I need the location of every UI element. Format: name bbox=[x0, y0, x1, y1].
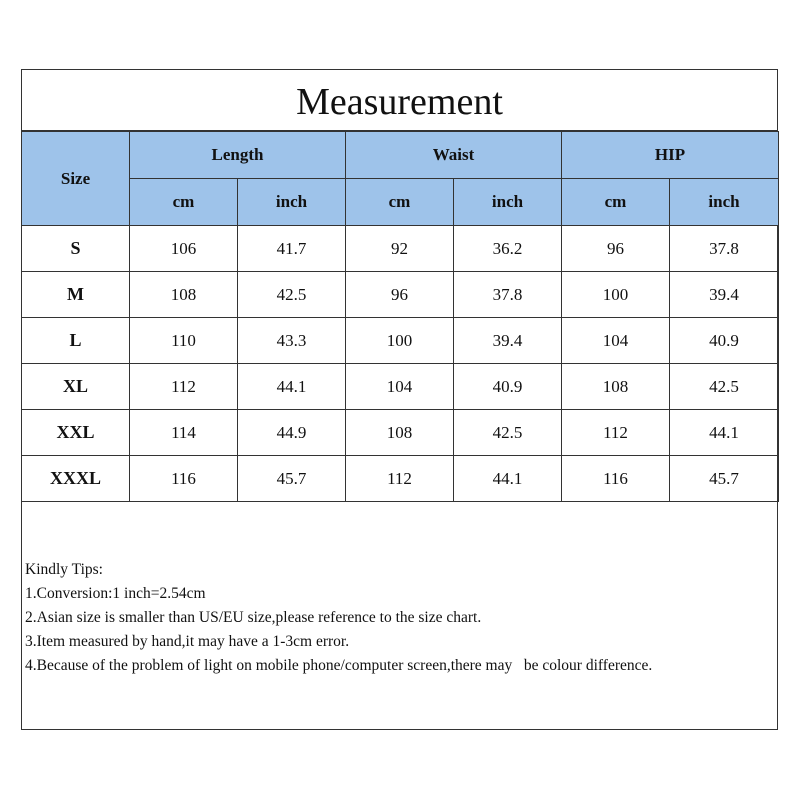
table-cell: 96 bbox=[346, 272, 454, 318]
table-cell: 37.8 bbox=[670, 226, 779, 272]
table-cell: 44.1 bbox=[238, 364, 346, 410]
table-cell: 112 bbox=[346, 456, 454, 502]
table-cell: 96 bbox=[562, 226, 670, 272]
unit-header: cm bbox=[562, 179, 670, 226]
header-size: Size bbox=[22, 132, 130, 226]
unit-header: inch bbox=[454, 179, 562, 226]
size-label: XL bbox=[22, 364, 130, 410]
size-label: XXXL bbox=[22, 456, 130, 502]
table-cell: 44.9 bbox=[238, 410, 346, 456]
table-cell: 44.1 bbox=[670, 410, 779, 456]
table-row bbox=[22, 226, 779, 272]
header-hip: HIP bbox=[562, 132, 779, 179]
table-cell: 112 bbox=[130, 364, 238, 410]
table-row bbox=[22, 456, 779, 502]
table-cell: 42.5 bbox=[238, 272, 346, 318]
table-cell: 104 bbox=[346, 364, 454, 410]
tip-item: 4.Because of the problem of light on mobile phone/computer screen,there may be colour difference. bbox=[25, 657, 653, 674]
table-cell: 41.7 bbox=[238, 226, 346, 272]
table-cell: 108 bbox=[130, 272, 238, 318]
tip-item: 1.Conversion:1 inch=2.54cm bbox=[25, 585, 206, 602]
unit-header: inch bbox=[670, 179, 779, 226]
unit-header: cm bbox=[130, 179, 238, 226]
table-cell: 45.7 bbox=[670, 456, 779, 502]
table-cell: 92 bbox=[346, 226, 454, 272]
table-cell: 112 bbox=[562, 410, 670, 456]
table-cell: 100 bbox=[346, 318, 454, 364]
page-title: Measurement bbox=[22, 70, 777, 131]
unit-header: inch bbox=[238, 179, 346, 226]
table-cell: 116 bbox=[130, 456, 238, 502]
table-cell: 40.9 bbox=[670, 318, 779, 364]
size-label: XXL bbox=[22, 410, 130, 456]
table-cell: 42.5 bbox=[454, 410, 562, 456]
size-label: S bbox=[22, 226, 130, 272]
tip-item: 2.Asian size is smaller than US/EU size,please reference to the size chart. bbox=[25, 609, 482, 626]
table-cell: 42.5 bbox=[670, 364, 779, 410]
table-cell: 39.4 bbox=[670, 272, 779, 318]
table-cell: 36.2 bbox=[454, 226, 562, 272]
table-row bbox=[22, 410, 779, 456]
header-waist: Waist bbox=[346, 132, 562, 179]
table-cell: 40.9 bbox=[454, 364, 562, 410]
unit-header: cm bbox=[346, 179, 454, 226]
size-label: L bbox=[22, 318, 130, 364]
table-cell: 39.4 bbox=[454, 318, 562, 364]
measurement-sheet bbox=[21, 69, 778, 730]
table-cell: 108 bbox=[562, 364, 670, 410]
table-cell: 45.7 bbox=[238, 456, 346, 502]
table-row bbox=[22, 318, 779, 364]
table-cell: 44.1 bbox=[454, 456, 562, 502]
tips-section bbox=[25, 558, 652, 678]
table-cell: 37.8 bbox=[454, 272, 562, 318]
table-row bbox=[22, 364, 779, 410]
tip-item: 3.Item measured by hand,it may have a 1-3cm error. bbox=[25, 633, 350, 650]
table-cell: 43.3 bbox=[238, 318, 346, 364]
header-length: Length bbox=[130, 132, 346, 179]
table-cell: 104 bbox=[562, 318, 670, 364]
table-cell: 100 bbox=[562, 272, 670, 318]
table-cell: 110 bbox=[130, 318, 238, 364]
table-cell: 106 bbox=[130, 226, 238, 272]
size-label: M bbox=[22, 272, 130, 318]
table-cell: 116 bbox=[562, 456, 670, 502]
table-cell: 114 bbox=[130, 410, 238, 456]
tips-heading: Kindly Tips: bbox=[25, 561, 103, 578]
table-cell: 108 bbox=[346, 410, 454, 456]
table-row bbox=[22, 272, 779, 318]
size-table bbox=[21, 131, 779, 502]
